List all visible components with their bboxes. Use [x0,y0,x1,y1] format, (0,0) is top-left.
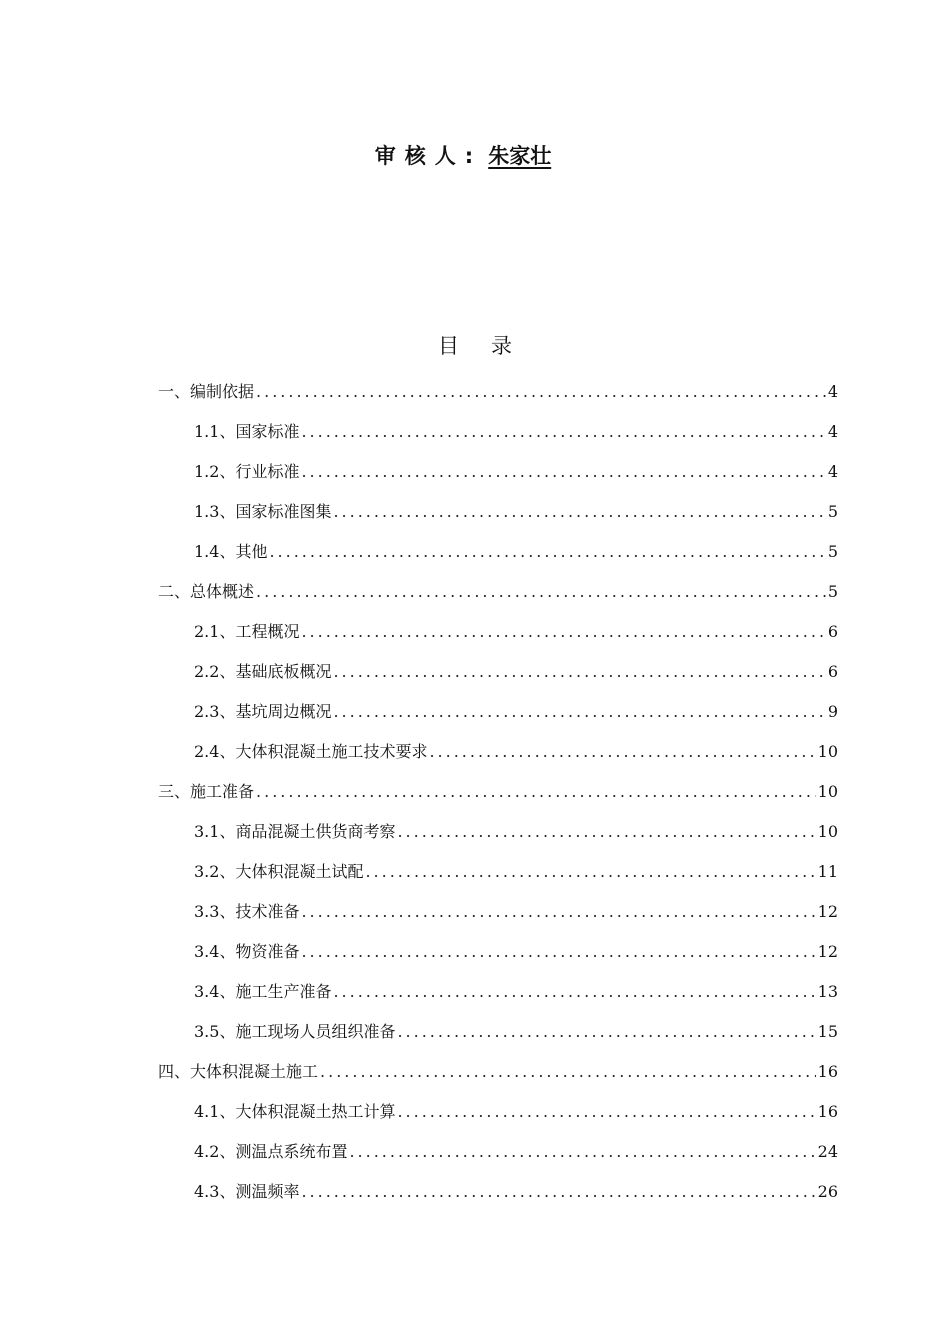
toc-entry-title: 1.3、国家标准图集 [194,502,332,521]
toc-entry-page: 4 [827,422,838,441]
toc-entry-page: 5 [827,582,838,601]
toc-entry-title: 1.4、其他 [194,542,268,561]
toc-entry[interactable] [158,772,838,812]
toc-entry-title: 3.4、物资准备 [194,942,300,961]
toc-entry-title: 4.1、大体积混凝土热工计算 [194,1102,396,1121]
toc-entry-title: 2.2、基础底板概况 [194,662,332,681]
toc-entry-title: 2.3、基坑周边概况 [194,702,332,721]
toc-entry-page: 13 [817,982,838,1001]
toc-dot-leader [320,1052,816,1092]
toc-dot-leader [301,452,825,492]
toc-dot-leader [333,692,825,732]
toc-entry[interactable] [158,412,838,452]
toc-entry-page: 10 [817,742,838,761]
toc-entry-title: 1.2、行业标准 [194,462,300,481]
toc-entry[interactable] [158,1132,838,1172]
toc-entry-title: 二、总体概述 [158,582,255,601]
toc-entry-page: 26 [817,1182,838,1201]
toc-dot-leader [301,892,815,932]
toc-entry-title: 三、施工准备 [158,782,255,801]
toc-entry[interactable] [158,492,838,532]
toc-entry-page: 5 [827,542,838,561]
toc-entry[interactable] [158,972,838,1012]
toc-dot-leader [429,732,815,772]
toc-dot-leader [269,532,825,572]
reviewer-label: 审核人: [374,144,483,168]
toc-entry-page: 16 [817,1062,838,1081]
toc-entry[interactable] [158,732,838,772]
toc-entry-page: 5 [827,502,838,521]
toc-dot-leader [256,372,826,412]
reviewer-name: 朱家壮 [488,144,552,168]
toc-entry-title: 四、大体积混凝土施工 [158,1062,319,1081]
toc-entry[interactable] [158,372,838,412]
toc-entry-title: 3.5、施工现场人员组织准备 [194,1022,396,1041]
table-of-contents [158,372,838,1212]
toc-entry-page: 12 [817,942,838,961]
toc-entry-title: 3.3、技术准备 [194,902,300,921]
toc-dot-leader [256,572,826,612]
toc-dot-leader [301,932,815,972]
toc-entry-page: 15 [817,1022,838,1041]
toc-entry-page: 12 [817,902,838,921]
toc-dot-leader [333,492,825,532]
toc-entry-page: 10 [817,822,838,841]
toc-dot-leader [333,972,815,1012]
toc-dot-leader [301,612,825,652]
toc-entry[interactable] [158,692,838,732]
toc-entry-page: 9 [827,702,838,721]
toc-entry[interactable] [158,1172,838,1212]
toc-entry[interactable] [158,1052,838,1092]
toc-dot-leader [397,1092,815,1132]
toc-entry[interactable] [158,612,838,652]
toc-dot-leader [333,652,825,692]
toc-entry-title: 4.2、测温点系统布置 [194,1142,348,1161]
toc-entry[interactable] [158,852,838,892]
toc-title-part1: 目 [438,334,459,358]
toc-entry-page: 16 [817,1102,838,1121]
toc-entry-page: 6 [827,622,838,641]
toc-entry-page: 4 [827,382,838,401]
toc-dot-leader [256,772,816,812]
toc-entry[interactable] [158,1092,838,1132]
toc-entry[interactable] [158,892,838,932]
toc-entry-title: 1.1、国家标准 [194,422,300,441]
toc-entry-title: 3.4、施工生产准备 [194,982,332,1001]
toc-entry[interactable] [158,652,838,692]
toc-dot-leader [301,1172,815,1212]
toc-dot-leader [397,812,815,852]
toc-entry-page: 6 [827,662,838,681]
toc-entry[interactable] [158,932,838,972]
toc-dot-leader [365,852,815,892]
toc-title-part2: 录 [491,334,512,358]
toc-entry-page: 24 [817,1142,838,1161]
toc-title [0,330,950,360]
toc-entry-page: 10 [817,782,838,801]
toc-entry[interactable] [158,572,838,612]
toc-entry-page: 4 [827,462,838,481]
toc-entry-page: 11 [817,862,838,881]
toc-entry-title: 2.1、工程概况 [194,622,300,641]
toc-entry-title: 3.1、商品混凝土供货商考察 [194,822,396,841]
toc-entry[interactable] [158,452,838,492]
toc-dot-leader [349,1132,815,1172]
toc-entry-title: 3.2、大体积混凝土试配 [194,862,364,881]
toc-dot-leader [397,1012,815,1052]
reviewer-line [0,140,950,170]
toc-entry[interactable] [158,532,838,572]
toc-entry-title: 2.4、大体积混凝土施工技术要求 [194,742,428,761]
toc-entry[interactable] [158,812,838,852]
toc-entry-title: 4.3、测温频率 [194,1182,300,1201]
toc-entry-title: 一、编制依据 [158,382,255,401]
toc-entry[interactable] [158,1012,838,1052]
toc-dot-leader [301,412,825,452]
